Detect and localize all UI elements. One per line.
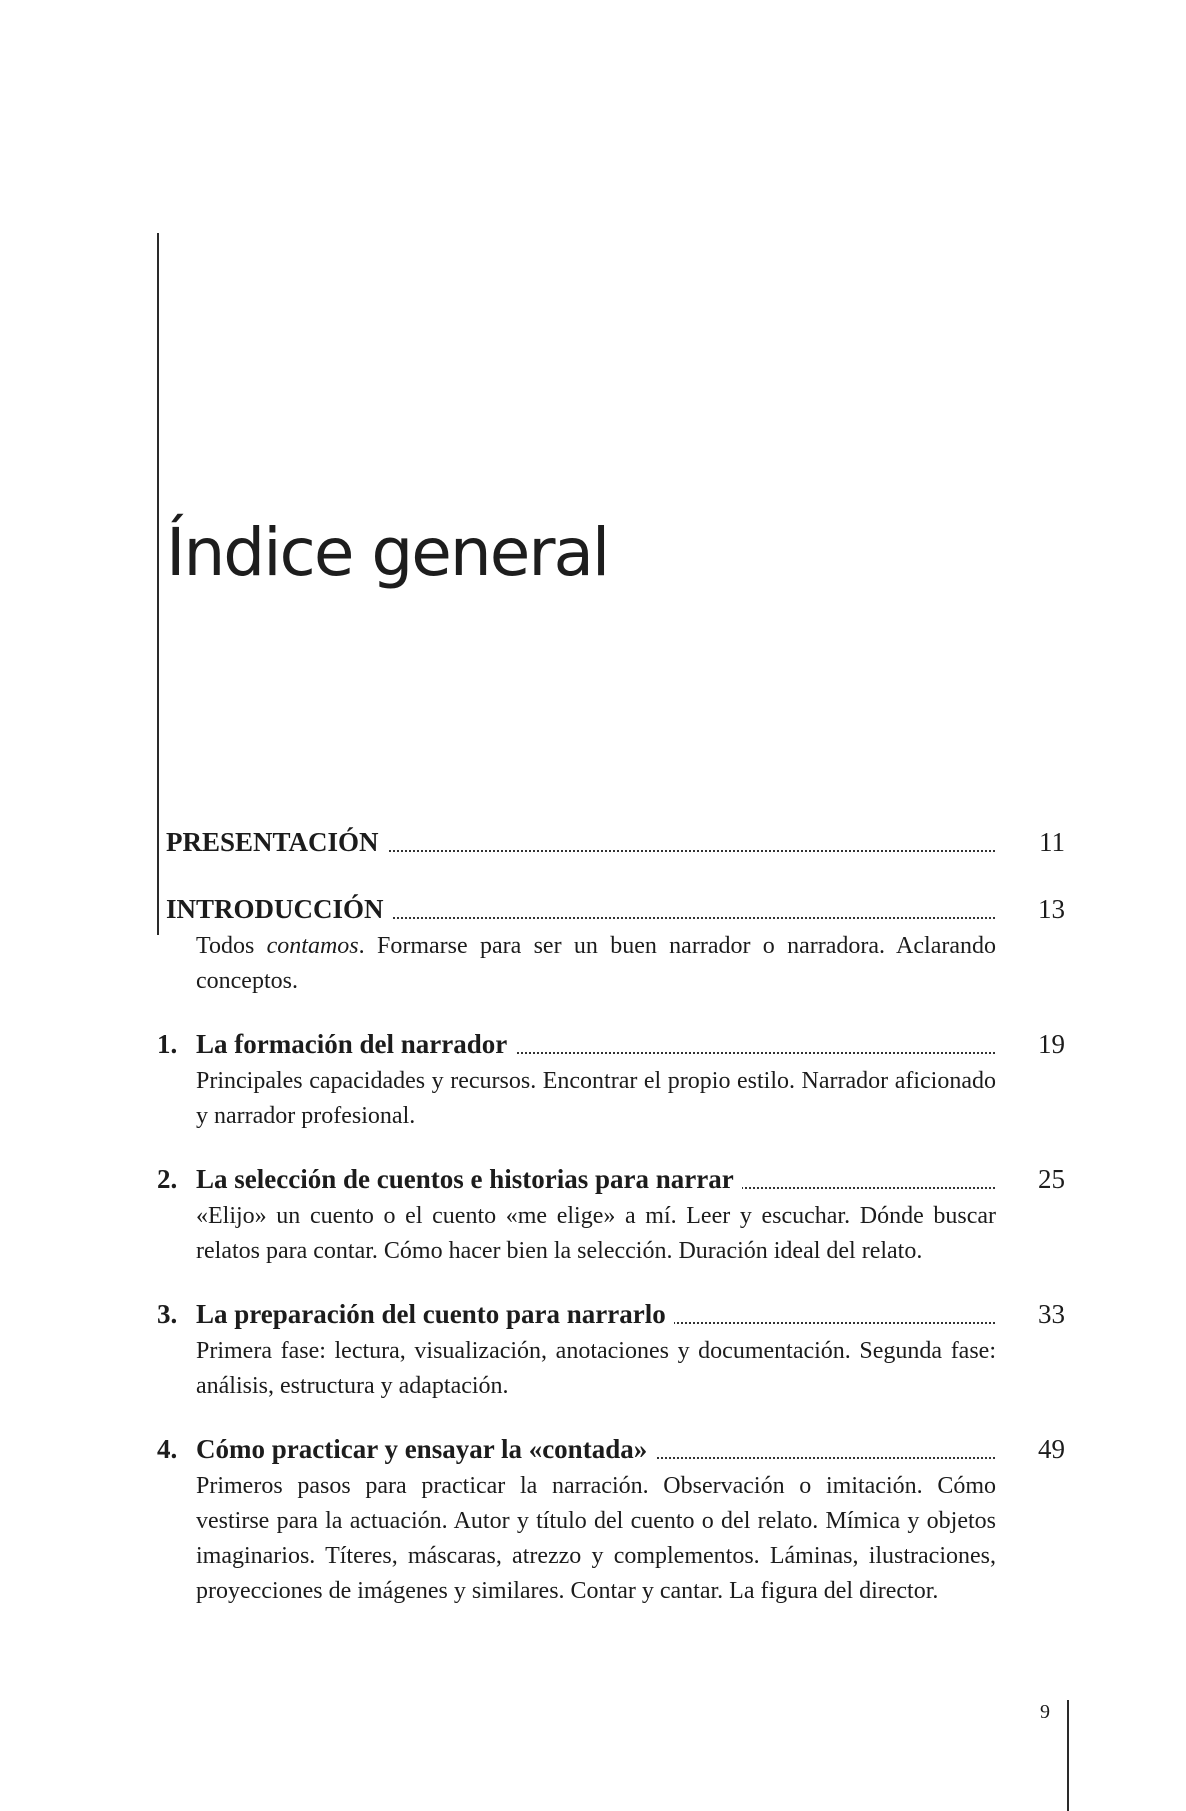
margin-rule-bottom [1067,1700,1069,1811]
toc-chapter-number: 3. [157,1299,178,1329]
toc-heading: PRESENTACIÓN [166,822,387,862]
toc-chapter-number: 1. [157,1029,178,1059]
toc-heading-row [0,889,1186,929]
toc-page-number: 19 [1038,1029,1065,1059]
toc-heading: Cómo practicar y ensayar la «contada» [196,1429,655,1469]
toc-heading-row [0,1159,1186,1199]
page-title: Índice general [166,514,609,591]
toc-heading-row [0,1024,1186,1064]
toc-description: Primeros pasos para practicar la narración. Observación o imitación. Cómo vestirse para la actuación. Autor y título del cuento o del relato. Mímica y objetos imaginarios. Títeres, máscaras, atrezzo y complementos. Láminas, ilustraciones, proyecciones de imágenes y similares. Contar y cantar. La figura del director. [196,1473,996,1604]
page-folio: 9 [1040,1701,1050,1723]
toc-chapter-number: 4. [157,1434,178,1464]
toc-page-number: 33 [1038,1299,1065,1329]
toc-page-number: 25 [1038,1164,1065,1194]
toc-description: Primera fase: lectura, visualización, anotaciones y documentación. Segunda fase: análisis, estructura y adaptación. [196,1338,996,1399]
toc-description: Principales capacidades y recursos. Encontrar el propio estilo. Narrador aficionado y narrador profesional. [196,1068,996,1129]
toc-heading: La preparación del cuento para narrarlo [196,1294,674,1334]
toc-heading-row [0,1429,1186,1469]
toc-page-number: 13 [1038,894,1065,924]
toc-description: «Elijo» un cuento o el cuento «me elige» a mí. Leer y escuchar. Dónde buscar relatos para contar. Cómo hacer bien la selección. Duración ideal del relato. [196,1203,996,1264]
toc-description: Todos contamos. Formarse para ser un buen narrador o narradora. Aclarando conceptos. [196,933,996,994]
toc-heading-row [0,822,1186,862]
toc-chapter-number: 2. [157,1164,178,1194]
toc-page-number: 11 [1039,827,1065,857]
toc-heading: La formación del narrador [196,1024,515,1064]
toc-heading: INTRODUCCIÓN [166,889,392,929]
toc-page-number: 49 [1038,1434,1065,1464]
toc-heading-row [0,1294,1186,1334]
toc-heading: La selección de cuentos e historias para narrar [196,1159,742,1199]
